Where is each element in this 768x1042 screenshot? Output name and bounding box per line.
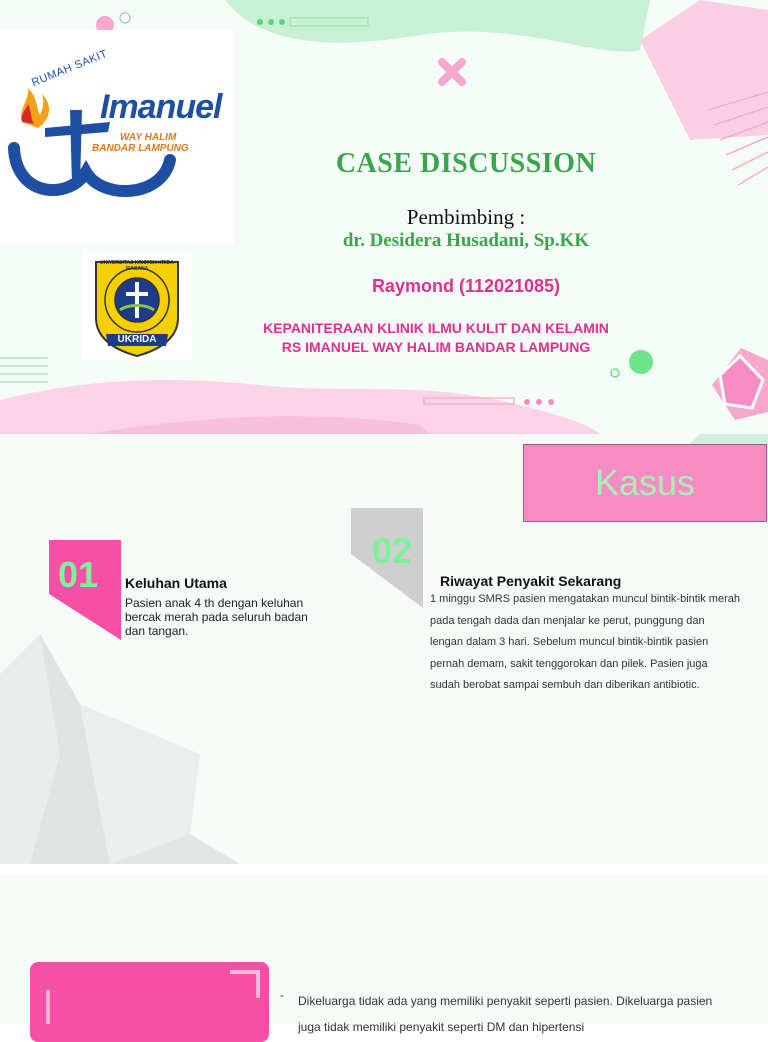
bullet-marker: -	[280, 988, 284, 1002]
supervisor-label: Pembimbing :	[406, 205, 526, 229]
family-history-slide	[0, 874, 768, 1034]
page-title: CASE DISCUSSION	[335, 148, 597, 179]
affiliation-line2: RS IMANUEL WAY HALIM BANDAR LAMPUNG	[281, 339, 591, 355]
supervisor-name: dr. Desidera Husadani, Sp.KK	[342, 230, 590, 251]
hospital-arc-text: RUMAH SAKIT	[30, 47, 110, 90]
section2-body: 1 minggu SMRS pasien mengatakan muncul bintik-bintik merah pada tengah dada dan menjalar ke perut, punggung dan lengan dalam 3 hari. Sebelum muncul bintik-bintik pasien pernah demam, sakit tenggorokan dan pilek. Pasien juga sudah berobat sampai sembuh dan diberikan antibiotic.	[430, 593, 740, 691]
section1-number: 01	[58, 554, 99, 595]
university-logo	[82, 252, 192, 360]
affiliation	[200, 319, 672, 357]
affiliation-line1: KEPANITERAAN KLINIK ILMU KULIT DAN KELAMIN	[263, 320, 609, 336]
section2-title: Riwayat Penyakit Sekarang	[440, 573, 622, 589]
section1-title: Keluhan Utama	[125, 575, 227, 591]
title-slide	[0, 0, 768, 434]
hospital-name: Imanuel	[100, 88, 222, 126]
section-header: Kasus	[523, 444, 767, 522]
family-history-text	[298, 988, 748, 1040]
university-name: UKRIDA	[117, 334, 157, 345]
section1-body: Pasien anak 4 th dengan keluhan bercak merah pada seluruh badan dan tangan.	[125, 596, 308, 638]
hospital-location-line1: WAY HALIM	[120, 132, 177, 143]
family-history-line2: juga tidak memiliki penyakit seperti DM dan hipertensi	[298, 1020, 585, 1034]
university-ring-text: UNIVERSITAS KRISTEN KRIDA WACANA	[100, 260, 174, 272]
pink-card-decoration	[30, 962, 269, 1024]
hospital-location-line2: BANDAR LAMPUNG	[92, 143, 189, 154]
family-history-line1: Dikeluarga tidak ada yang memiliki penyakit seperti pasien. Dikeluarga pasien	[298, 994, 713, 1008]
slide-separator	[0, 864, 768, 874]
student-name: Raymond (112021085)	[371, 276, 561, 296]
section2-number: 02	[372, 530, 413, 571]
hospital-logo	[0, 47, 234, 210]
case-slide	[0, 434, 768, 864]
